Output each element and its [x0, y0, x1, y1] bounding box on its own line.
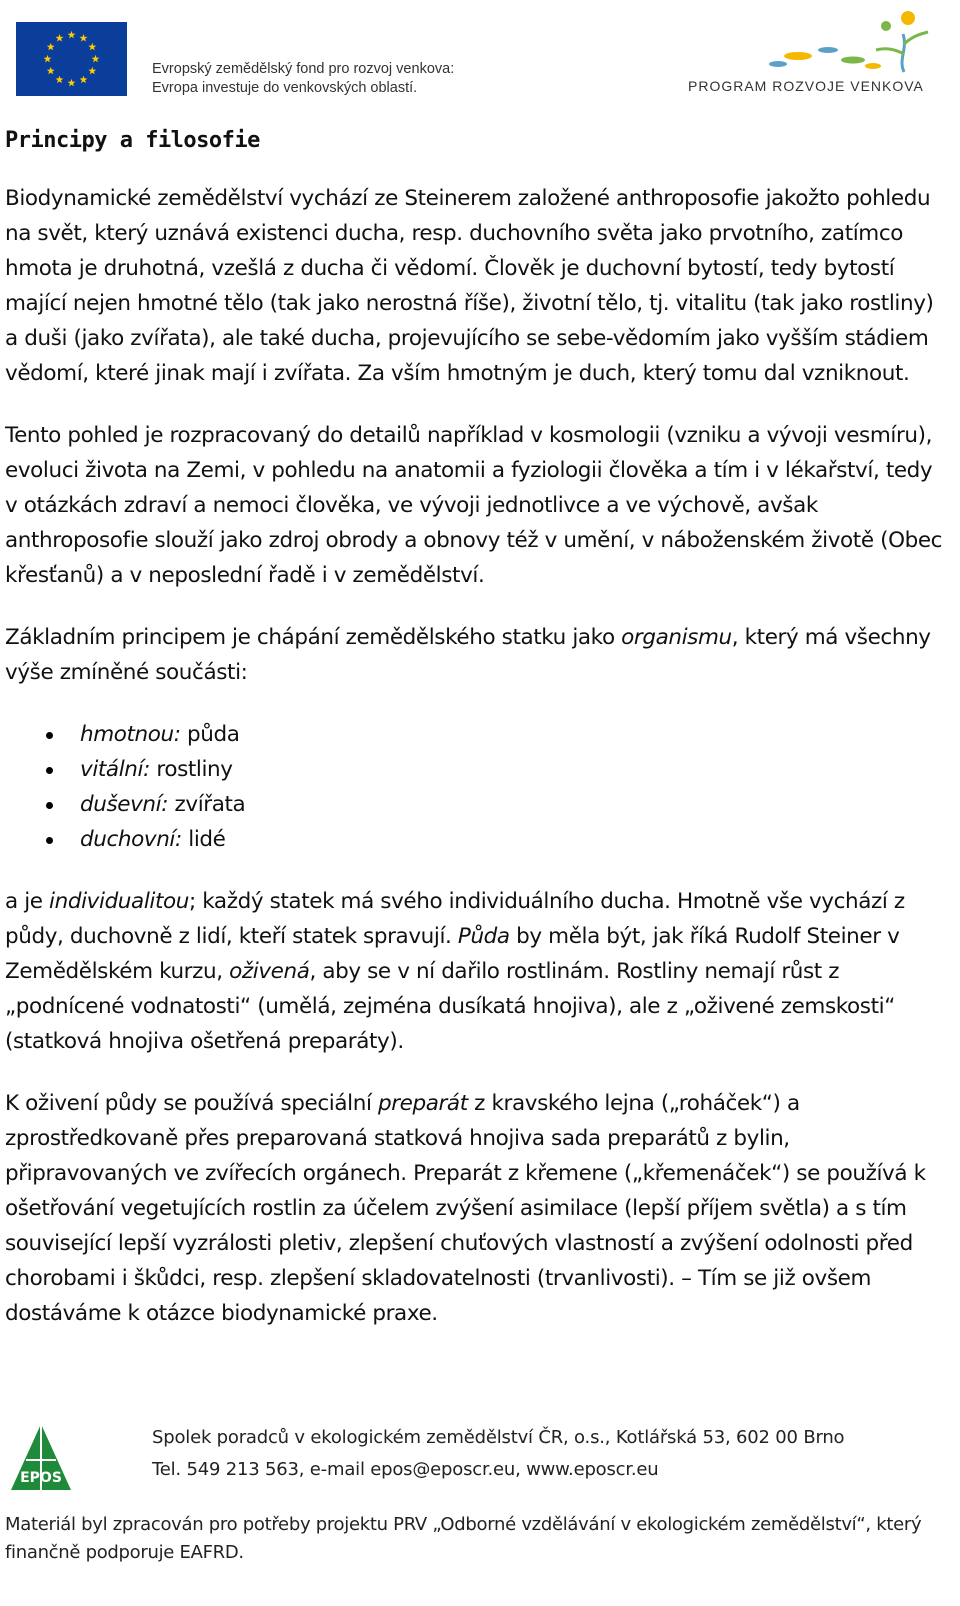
- eu-star-icon: [68, 31, 76, 39]
- eu-star-icon: [88, 43, 96, 51]
- paragraph-4-text-d: , aby se v ní dařilo rostlinám. Rostliny nemají růst z „podnícené vodnatosti“ (umělá, zejména dusíkatá hnojiva), ale z „oživené zemskosti“ (statková hnojiva ošetřená preparáty).: [5, 959, 895, 1054]
- section-title: Principy a filosofie: [5, 128, 260, 153]
- paragraph-4: [5, 884, 950, 1059]
- paragraph-4-emphasis-2: Půda: [457, 924, 510, 949]
- eu-flag-logo: [16, 22, 127, 96]
- eu-star-icon: [44, 55, 52, 63]
- paragraph-3-text-b: , který má všechny výše zmíněné součásti:: [5, 625, 931, 685]
- footer-address: Spolek poradců v ekologickém zemědělství ČR, o.s., Kotlářská 53, 602 00 Brno: [152, 1427, 845, 1448]
- eu-star-icon: [56, 76, 64, 84]
- paragraph-3: [5, 620, 950, 690]
- epos-logo: [7, 1420, 75, 1492]
- footer-phone-email: Tel. 549 213 563, e-mail epos@eposcr.eu, www.eposcr.eu: [152, 1459, 659, 1480]
- footer-contact: [152, 1422, 844, 1486]
- paragraph-4-emphasis-3: oživená: [229, 959, 310, 984]
- paragraph-4-text-b: ; každý statek má svého individuálního ducha. Hmotně vše vychází z půdy, duchovně z lidí, kteří statek spravují.: [5, 889, 905, 949]
- paragraph-5-text-b: z kravského lejna („roháček“) a zprostředkovaně přes preparovaná statková hnojiva sada preparátů z bylin, připravovaných ve zvířecích orgánech. Preparát z křemene („křemenáček“) se používá k ošetřování vegetujících rostlin za účelem zvýšení asimilace (lepší příjem světla) a s tím související lepší vyzrálosti pletiv, zlepšení chuťových vlastností a zvýšení odolnosti před chorobami i škůdci, resp. zlepšení skladovatelnosti (trvanlivosti). – Tím se již ovšem dostáváme k otázce biodynamické praxe.: [5, 1091, 926, 1326]
- program-rozvoje-venkova-logo: [758, 4, 938, 76]
- eu-star-icon: [68, 79, 76, 87]
- eu-star-icon: [92, 55, 100, 63]
- list-item: [80, 752, 950, 787]
- eu-star-icon: [80, 76, 88, 84]
- paragraph-4-text-a: a je: [5, 889, 50, 914]
- footer-note: Materiál byl zpracován pro potřeby projektu PRV „Odborné vzdělávání v ekologickém zemědělství“, který finančně podporuje EAFRD.: [5, 1514, 922, 1563]
- list-item: [80, 787, 950, 822]
- program-name: PROGRAM ROZVOJE VENKOVA: [688, 78, 924, 94]
- paragraph-3-text-a: Základním principem je chápání zemědělského statku jako: [5, 625, 622, 650]
- eu-stars-icon: [16, 22, 127, 96]
- eu-fund-line2: Evropa investuje do venkovských oblastí.: [152, 80, 418, 96]
- list-item-value: zvířata: [168, 792, 246, 817]
- eu-fund-text: [152, 60, 482, 98]
- paragraph-4-text-c: by měla být, jak říká Rudolf Steiner v Zemědělském kurzu,: [5, 924, 900, 984]
- list-item: [80, 822, 950, 857]
- paragraph-1: Biodynamické zemědělství vychází ze Steinerem založené anthroposofie jakožto pohledu na svět, který uznává existenci ducha, resp. duchovního světa jako prvotního, zatímco hmota je druhotná, vzešlá z ducha či vědomí. Člověk je duchovní bytostí, tedy bytostí mající nejen hmotné tělo (tak jako nerostná říše), životní tělo, tj. vitalitu (tak jako rostliny) a duši (jako zvířata), ale také ducha, projevujícího se sebe-vědomím jako vyšším stádiem vědomí, které jinak mají i zvířata. Za vším hmotným je duch, který tomu dal vzniknout.: [5, 186, 934, 386]
- paragraph-5-emphasis: preparát: [377, 1091, 468, 1116]
- list-item-term: hmotnou:: [80, 722, 181, 747]
- components-list: [5, 717, 950, 857]
- paragraph-5-text-a: K oživení půdy se používá speciální: [5, 1091, 378, 1116]
- list-item-term: duševní:: [80, 792, 169, 817]
- eu-star-icon: [80, 34, 88, 42]
- list-item-value: rostliny: [149, 757, 233, 782]
- eu-star-icon: [88, 67, 96, 75]
- document-body: [5, 126, 950, 1358]
- list-item-value: půda: [180, 722, 240, 747]
- eu-star-icon: [56, 34, 64, 42]
- paragraph-2: Tento pohled je rozpracovaný do detailů například v kosmologii (vzniku a vývoji vesmíru), evoluci života na Zemi, v pohledu na anatomii a fyziologii člověka a tím i v lékařství, tedy v otázkách zdraví a nemoci člověka, ve vývoji jednotlivce a ve výchově, avšak anthroposofie slouží jako zdroj obrody a obnovy též v umění, v náboženském životě (Obec křesťanů) a v neposlední řadě i v zemědělství.: [5, 423, 943, 588]
- paragraph-4-emphasis-1: individualitou: [49, 889, 189, 914]
- eu-star-icon: [47, 43, 55, 51]
- list-item-term: duchovní:: [80, 827, 182, 852]
- eu-fund-line1: Evropský zemědělský fond pro rozvoj venkova:: [152, 61, 455, 77]
- list-item: [80, 717, 950, 752]
- paragraph-5: [5, 1086, 950, 1331]
- list-item-value: lidé: [181, 827, 226, 852]
- epos-logo-text: EPOS: [20, 1470, 62, 1486]
- paragraph-3-emphasis: organismu: [621, 625, 732, 650]
- eu-star-icon: [47, 67, 55, 75]
- list-item-term: vitální:: [80, 757, 150, 782]
